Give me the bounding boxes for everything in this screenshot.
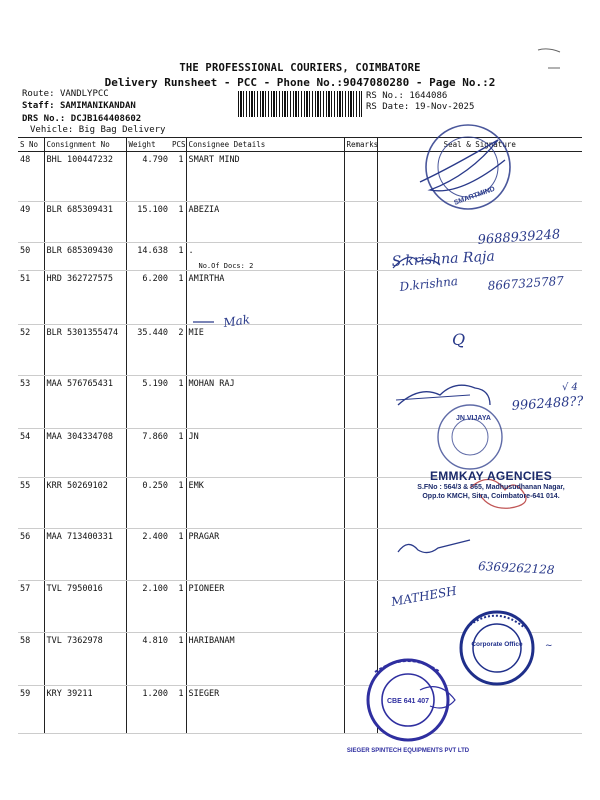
row-weight: 6.200 — [126, 271, 170, 325]
signature-50: S.krishna Raja — [391, 248, 496, 270]
emmkay-address-1: S.FNo : 564/3 & 565, Madhusudhanan Nagar, — [417, 484, 565, 491]
row-consignee: SIEGER — [186, 686, 344, 734]
signature-53 — [398, 385, 490, 405]
emmkay-stamp — [416, 469, 566, 501]
row-consignee: MOHAN RAJ — [186, 376, 344, 429]
row-weight: 14.638 — [126, 243, 170, 271]
row-pcs: 1 — [170, 152, 186, 202]
row-weight: 5.190 — [126, 376, 170, 429]
drs-line: DRS No.: DCJB164408602 — [22, 114, 142, 124]
phone-51: 8667325787 — [487, 273, 565, 293]
row-sno: 49 — [18, 202, 44, 243]
signature-48 — [420, 140, 505, 191]
col-consignee: Consignee Details — [186, 138, 344, 152]
row-weight: 4.790 — [126, 152, 170, 202]
row-consignment: MAA 304334708 — [44, 429, 126, 478]
row-sno: 57 — [18, 581, 44, 633]
row-pcs: 1 — [170, 686, 186, 734]
row-pcs: 1 — [170, 478, 186, 529]
staff-value: SAMIMANIKANDAN — [59, 101, 136, 111]
runsheet-subtitle: Delivery Runsheet - PCC - Phone No.:9047080280 - Page No.:2 — [104, 76, 496, 89]
col-weight: Weight — [126, 138, 170, 152]
row-consignee: SMART MIND — [186, 152, 344, 202]
route-line: Route: VANDLYPCC — [22, 89, 109, 99]
rs-date: RS Date: 19-Nov-2025 — [366, 102, 475, 112]
row-consignee: ABEZIA — [186, 202, 344, 243]
phone-53: 9962488?? — [511, 394, 584, 414]
col-remarks: Remarks — [344, 138, 377, 152]
row-weight: 2.400 — [126, 529, 170, 581]
row-sno: 51 — [18, 271, 44, 325]
row-consignment: BHL 100447232 — [44, 152, 126, 202]
row-weight: 15.100 — [126, 202, 170, 243]
drs-value: DCJB164408602 — [70, 114, 142, 124]
emmkay-address-2: Opp.to KMCH, Sitra, Coimbatore-641 014. — [422, 493, 560, 500]
row-consignee: HARIBANAM — [186, 633, 344, 686]
company-title: THE PROFESSIONAL COURIERS, COIMBATORE — [179, 62, 421, 74]
row-consignee: PIONEER — [186, 581, 344, 633]
col-pcs: PCS — [170, 138, 186, 152]
phone-49: 9688939248 — [477, 227, 561, 248]
note-53-icon: √ 4 — [562, 382, 578, 393]
restaurant-stamp — [461, 612, 533, 684]
row-pcs: 1 — [170, 581, 186, 633]
row-consignee: JN — [186, 429, 344, 478]
row-weight: 7.860 — [126, 429, 170, 478]
stray-mark-icon — [538, 49, 560, 52]
rs-number: RS No.: 1644086 — [366, 91, 448, 101]
row-pcs: 1 — [170, 202, 186, 243]
col-consignment: Consignment No — [44, 138, 126, 152]
signature-52: Q — [452, 330, 466, 349]
jn-stamp-text: JN VIJAYA — [456, 415, 491, 422]
row-consignment: MAA 576765431 — [44, 376, 126, 429]
smartmind-stamp-text: SMARTMIND — [453, 185, 496, 207]
sieger-stamp — [347, 660, 470, 754]
row-pcs: 1 — [170, 633, 186, 686]
row-weight: 0.250 — [126, 478, 170, 529]
note-52: Mak — [222, 312, 251, 330]
row-sno: 53 — [18, 376, 44, 429]
vehicle-line: Vehicle: Big Bag Delivery — [30, 125, 166, 135]
row-weight: 35.440 — [126, 325, 170, 376]
row-consignee: EMK — [186, 478, 344, 529]
vehicle-value: Big Bag Delivery — [78, 125, 166, 135]
row-weight: 2.100 — [126, 581, 170, 633]
row-consignment: TVL 7362978 — [44, 633, 126, 686]
jn-stamp — [438, 405, 502, 469]
row-sno: 55 — [18, 478, 44, 529]
row-consignee: MIE — [186, 325, 344, 376]
row-consignment: HRD 362727575 — [44, 271, 126, 325]
row-sno: 52 — [18, 325, 44, 376]
row-weight: 1.200 — [126, 686, 170, 734]
row-pcs: 2 — [170, 325, 186, 376]
col-seal: Seal & Signature — [377, 138, 582, 152]
row-consignment: TVL 7950016 — [44, 581, 126, 633]
restaurant-stamp-text: Corporate Office — [471, 641, 523, 648]
row-pcs: 1 — [170, 271, 186, 325]
row-pcs: 1 — [170, 529, 186, 581]
row-consignment: BLR 685309430 — [44, 243, 126, 271]
row-consignment: KRR 50269102 — [44, 478, 126, 529]
row-consignee: . No.Of Docs: 2 — [186, 243, 344, 271]
docs-count: No.Of Docs: 2 — [198, 262, 254, 270]
sieger-stamp-text: CBE 641 407 — [386, 698, 430, 705]
row-sno: 50 — [18, 243, 44, 271]
smartmind-stamp — [420, 125, 510, 209]
signature-57: MATHESH — [390, 583, 458, 609]
route-value: VANDLYPCC — [59, 89, 109, 99]
emmkay-name: EMMKAY AGENCIES — [429, 469, 553, 483]
row-sno: 54 — [18, 429, 44, 478]
signature-58-icon: ~ — [545, 641, 553, 651]
row-consignee: AMIRTHA — [186, 271, 344, 325]
row-pcs: 1 — [170, 243, 186, 271]
row-consignment: BLR 685309431 — [44, 202, 126, 243]
row-sno: 56 — [18, 529, 44, 581]
row-consignee: PRAGAR — [186, 529, 344, 581]
row-weight: 4.810 — [126, 633, 170, 686]
signature-56 — [398, 540, 470, 553]
row-sno: 58 — [18, 633, 44, 686]
row-pcs: 1 — [170, 376, 186, 429]
row-pcs: 1 — [170, 429, 186, 478]
row-sno: 59 — [18, 686, 44, 734]
row-consignment: BLR 5301355474 — [44, 325, 126, 376]
phone-56: 6369262128 — [477, 559, 555, 577]
row-sno: 48 — [18, 152, 44, 202]
sieger-stamp-ring: SIEGER SPINTECH EQUIPMENTS PVT LTD — [346, 748, 470, 754]
row-consignment: MAA 713400331 — [44, 529, 126, 581]
col-sno: S No — [18, 138, 44, 152]
row-consignment: KRY 39211 — [44, 686, 126, 734]
staff-line: Staff: SAMIMANIKANDAN — [22, 101, 136, 111]
signature-51: D.krishna — [398, 273, 459, 294]
